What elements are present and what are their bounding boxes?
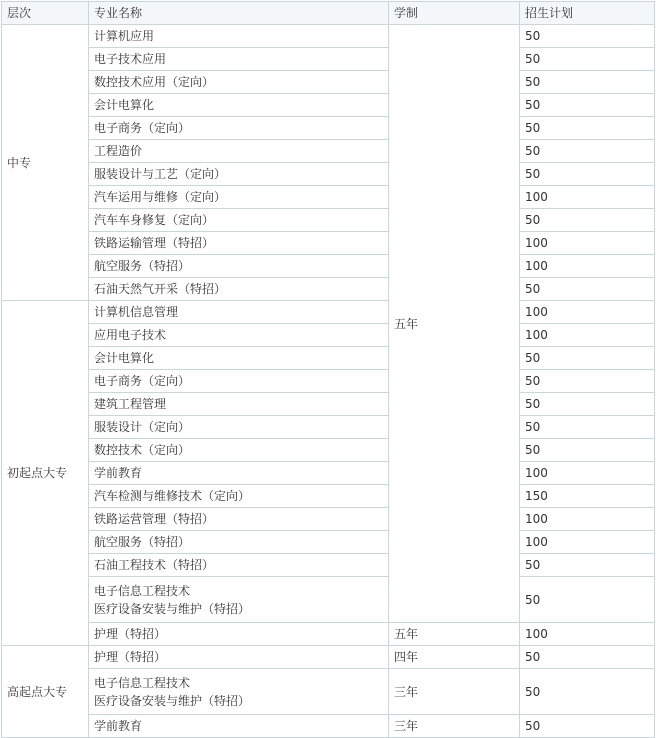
table-row [2,140,655,163]
major-cell: 应用电子技术 [89,324,389,347]
level-cell: 中专 [2,25,89,301]
enrollment-table [1,1,655,738]
major-cell: 航空服务（特招） [89,255,389,278]
plan-cell: 50 [520,209,655,232]
duration-cell: 三年 [389,669,520,715]
plan-cell: 100 [520,255,655,278]
major-cell: 电子技术应用 [89,48,389,71]
table-row [2,577,655,623]
major-cell: 会计电算化 [89,94,389,117]
plan-cell: 50 [520,140,655,163]
table-row [2,255,655,278]
table-row [2,669,655,715]
plan-cell: 100 [520,623,655,646]
plan-cell: 150 [520,485,655,508]
header-row [2,2,655,25]
table-row [2,186,655,209]
major-line: 电子信息工程技术 [94,583,191,598]
table-row [2,278,655,301]
major-cell: 工程造价 [89,140,389,163]
plan-cell: 100 [520,324,655,347]
table-row [2,347,655,370]
major-cell: 电子商务（定向） [89,117,389,140]
header-plan: 招生计划 [520,2,655,25]
major-cell [89,577,389,623]
table-row [2,94,655,117]
major-cell: 学前教育 [89,462,389,485]
major-cell: 数控技术应用（定向） [89,71,389,94]
plan-cell: 50 [520,25,655,48]
plan-cell: 50 [520,347,655,370]
plan-cell: 100 [520,508,655,531]
table-row [2,232,655,255]
major-cell: 汽车运用与维修（定向） [89,186,389,209]
plan-cell: 50 [520,669,655,715]
header-duration: 学制 [389,2,520,25]
level-cell: 高起点大专 [2,646,89,738]
header-major: 专业名称 [89,2,389,25]
major-line: 电子信息工程技术 [94,675,191,690]
plan-cell: 50 [520,117,655,140]
plan-cell: 50 [520,163,655,186]
table-row [2,370,655,393]
plan-cell: 50 [520,554,655,577]
table-row [2,324,655,347]
plan-cell: 50 [520,416,655,439]
table-row [2,462,655,485]
plan-cell: 50 [520,393,655,416]
major-cell: 航空服务（特招） [89,531,389,554]
major-cell: 石油工程技术（特招） [89,554,389,577]
major-cell: 石油天然气开采（特招） [89,278,389,301]
major-line: 医疗设备安装与维护（特招） [94,693,251,708]
table-row [2,301,655,324]
table-row [2,485,655,508]
table-row [2,416,655,439]
plan-cell: 50 [520,278,655,301]
duration-cell: 五年 [389,623,520,646]
plan-cell: 100 [520,301,655,324]
duration-cell: 四年 [389,646,520,669]
major-cell: 会计电算化 [89,347,389,370]
duration-cell: 五年 [389,25,520,623]
major-cell: 计算机应用 [89,25,389,48]
plan-cell: 50 [520,439,655,462]
plan-cell: 100 [520,232,655,255]
table-row [2,209,655,232]
plan-cell: 100 [520,186,655,209]
plan-cell: 50 [520,715,655,738]
plan-cell: 50 [520,577,655,623]
major-cell: 电子商务（定向） [89,370,389,393]
plan-cell: 50 [520,48,655,71]
major-cell: 护理（特招） [89,623,389,646]
major-cell: 计算机信息管理 [89,301,389,324]
major-cell: 铁路运营管理（特招） [89,508,389,531]
plan-cell: 50 [520,646,655,669]
major-line: 医疗设备安装与维护（特招） [94,601,251,616]
table-row [2,163,655,186]
plan-cell: 100 [520,462,655,485]
table-row [2,393,655,416]
major-cell: 学前教育 [89,715,389,738]
table-row [2,117,655,140]
major-cell: 服装设计与工艺（定向） [89,163,389,186]
major-cell: 汽车检测与维修技术（定向） [89,485,389,508]
major-cell: 汽车车身修复（定向） [89,209,389,232]
table-row [2,554,655,577]
table-row [2,715,655,738]
major-cell: 铁路运输管理（特招） [89,232,389,255]
table-row [2,25,655,48]
table-row [2,48,655,71]
plan-cell: 50 [520,94,655,117]
plan-cell: 50 [520,71,655,94]
header-level: 层次 [2,2,89,25]
major-cell: 数控技术（定向） [89,439,389,462]
major-cell: 建筑工程管理 [89,393,389,416]
table-row [2,508,655,531]
table-row [2,531,655,554]
table-row [2,646,655,669]
table-row [2,623,655,646]
level-cell: 初起点大专 [2,301,89,646]
plan-cell: 50 [520,370,655,393]
table-row [2,71,655,94]
plan-cell: 100 [520,531,655,554]
major-cell [89,669,389,715]
duration-cell: 三年 [389,715,520,738]
major-cell: 服装设计（定向） [89,416,389,439]
major-cell: 护理（特招） [89,646,389,669]
table-row [2,439,655,462]
